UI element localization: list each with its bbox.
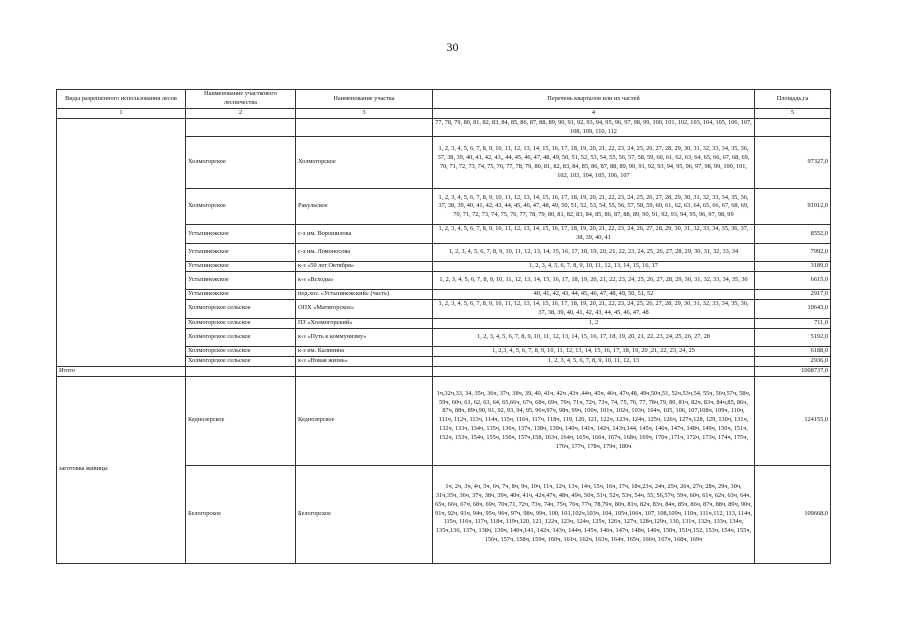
forestry-cell: Устьпинежское bbox=[186, 289, 296, 299]
column-number: 3 bbox=[296, 109, 433, 119]
page-number: 30 bbox=[446, 40, 459, 54]
total-empty-cell bbox=[186, 366, 296, 376]
quarters-cell: 1, 2 bbox=[433, 318, 755, 328]
forestry-cell: Устьпинежское bbox=[186, 271, 296, 289]
quarters-cell: 40, 41, 42, 43, 44, 45, 46, 47, 48, 49, 50, 51, 52 bbox=[433, 289, 755, 299]
plot-cell: ПЗ «Холмогорский» bbox=[296, 318, 433, 328]
area-cell: 5192,0 bbox=[755, 328, 831, 346]
area-cell: 91012,0 bbox=[755, 189, 831, 225]
plot-cell: Белогорское bbox=[296, 465, 433, 563]
header-area: Площадь,га bbox=[755, 90, 831, 109]
area-cell: 97327,0 bbox=[755, 137, 831, 189]
column-number: 4 bbox=[433, 109, 755, 119]
table-row bbox=[57, 376, 831, 465]
plot-cell: под.хоз. «Устьпинежский» (часть) bbox=[296, 289, 433, 299]
total-label: Итого bbox=[57, 366, 186, 376]
area-cell: 8552,0 bbox=[755, 225, 831, 244]
forestry-cell: Кеднозерское bbox=[186, 376, 296, 465]
header-row bbox=[57, 90, 831, 109]
forestry-cell: Устьпинежское bbox=[186, 243, 296, 261]
area-cell: 7992,0 bbox=[755, 243, 831, 261]
plot-cell bbox=[296, 118, 433, 137]
quarters-cell: 1, 2, 3, 4, 5, 6, 7, 8, 9, 10, 11, 12, 13 bbox=[433, 356, 755, 366]
plot-cell: ОПХ «Матигорское» bbox=[296, 299, 433, 318]
use-type-cell bbox=[57, 118, 186, 366]
column-number: 5 bbox=[755, 109, 831, 119]
plot-cell: Холмогорское bbox=[296, 137, 433, 189]
table-row bbox=[57, 118, 831, 137]
forestry-cell: Холмогорское сельское bbox=[186, 356, 296, 366]
plot-cell: к-з «Путь к коммунизму» bbox=[296, 328, 433, 346]
quarters-cell: 1, 2, 3, 4, 5, 6, 7, 8, 9, 10, 11, 12, 13, 14, 15, 16, 17, 18, 19, 20, 21, 22, 23, 24, 25, 26, 27, 28, 29, 30, 31, 32, 33, 34, 35, 36 bbox=[433, 271, 755, 289]
area-cell: 6615,0 bbox=[755, 271, 831, 289]
use-type-cell: заготовка живицы bbox=[57, 376, 186, 563]
forestry-cell: Белогорское bbox=[186, 465, 296, 563]
quarters-cell: 1, 2, 3, 4, 5, 6, 7, 8, 9, 10, 11, 12, 13, 14, 15, 16, 17, 18, 19, 20, 21, 22, 23, 24, 25, 26, 27, 28, 29, 30, 31, 32, 33, 34, 35, 36, 37, 38, 39, 40, 41, 42, 43, 44, 45, 46, 47, 48 bbox=[433, 299, 755, 318]
quarters-cell: 1, 2, 3, 4, 5, 6, 7, 8, 9, 10, 11, 12, 13, 14, 15, 16, 17, 18, 19, 20, 21, 22, 23, 24, 26, 27, 28, 29, 30, 31, 32, 33, 34, 35, 36, 37, 38, 39, 40, 41 bbox=[433, 225, 755, 244]
quarters-cell: 77, 78, 79, 80, 81, 82, 83, 84, 85, 86, 87, 88, 89, 90, 91, 92, 93, 94, 95, 96, 97, 98, 99, 100, 101, 102, 103, 104, 105, 106, 107, 108, 109, 110, 112 bbox=[433, 118, 755, 137]
plot-cell: к-з «50 лет Октября» bbox=[296, 261, 433, 271]
quarters-cell: 1ч,32ч,33, 34, 35ч, 36ч, 37ч, 38ч, 39, 40, 41ч, 42ч ,43ч ,44ч, 45ч, 46ч, 47ч,48, 49ч,50ч,51, 52ч,53ч,54, 55ч, 56ч,57ч, 58ч, 59ч, 60ч, 61, 62, 63, 64, 65,66ч, 67ч, 68ч, 69ч, 70ч, 71ч, 72ч, 73ч, 74, 75, 76, 77, 78ч,79, 80, 81ч, 82ч, 83ч, 84ч,85, 86ч, 87ч, 88ч, 89ч,90, 91, 92, 93, 94, 95, 96ч,97ч, 98ч, 99ч, 100ч, 101ч, 102ч, 103ч, 104ч, 105, 106, 107,108ч, 109ч, 110ч, 111ч, 112ч, 113ч, 114ч, 115ч, 116ч, 117ч, 118ч, 119, 120, 121, 122ч, 123ч, 124ч, 125ч, 126ч, 127ч,128, 129, 130ч, 131ч, 132ч, 133ч, 134ч, 135ч, 136ч, 137ч, 138ч, 139ч, 140ч, 141ч, 142ч, 143ч,144, 145ч, 146ч, 147ч, 148ч, 149ч, 150ч, 151ч, 152ч, 153ч, 154ч, 155ч, 156ч, 157ч,158, 163ч, 164ч, 165ч, 166ч, 167ч, 168ч, 169ч, 170ч ,171ч, 172ч, 173ч, 174ч, 175ч, 176ч, 177ч, 178ч, 179ч, 180ч bbox=[433, 376, 755, 465]
header-plot: Наименование участка bbox=[296, 90, 433, 109]
area-cell: 6188,0 bbox=[755, 346, 831, 356]
quarters-cell: 1, 2, 3, 4, 5, 6, 7, 8, 9, 10, 11, 12, 13, 14, 15, 16, 17, 18, 19, 20, 21, 22, 23, 24, 25, 26, 27, 28, 29, 30, 31, 32, 33, 34, 35, 36, 37, 38, 39, 40, 41, 42, 43,, 44, 45, 46, 47, 48, 49, 50, 51, 52, 53, 54, 55, 56, 57, 58, 59, 60, 61, 62, 63, 64, 65, 66, 67, 68, 69, 70, 71, 72, 73, 74, 75, 76, 77, 78, 79, 80, 81, 82, 83, 84, 85, 86, 87, 88, 89, 90, 91, 92, 93, 94, 95, 96, 97, 98, 99, 100, 101, 102, 103, 104, 105, 106, 107 bbox=[433, 137, 755, 189]
quarters-cell: 1, 2, 3, 4, 5, 6, 7, 8, 9, 10, 11, 12, 13, 14, 15, 16, 17 bbox=[433, 261, 755, 271]
plot-cell: к-з «Всходы» bbox=[296, 271, 433, 289]
quarters-table bbox=[56, 89, 831, 564]
column-number: 1 bbox=[57, 109, 186, 119]
quarters-cell: 1, 2, 3, 4, 5, 6, 7, 8, 9, 10, 11, 12, 13, 14, 15, 16, 17, 18, 19, 20, 21, 22, 23, 24, 25, 26, 27, 28 bbox=[433, 328, 755, 346]
forestry-cell: Холмогорское сельское bbox=[186, 328, 296, 346]
area-cell: 10643,0 bbox=[755, 299, 831, 318]
area-cell: 711,0 bbox=[755, 318, 831, 328]
area-cell bbox=[755, 118, 831, 137]
forestry-cell: Холмогорское сельское bbox=[186, 318, 296, 328]
forestry-cell: Холмогорское сельское bbox=[186, 299, 296, 318]
plot-cell: Кеднозерское bbox=[296, 376, 433, 465]
area-cell: 2936,0 bbox=[755, 356, 831, 366]
total-empty-cell bbox=[433, 366, 755, 376]
area-cell: 124155,0 bbox=[755, 376, 831, 465]
plot-cell: с-з им. Ломоносова bbox=[296, 243, 433, 261]
forestry-cell: Холмогорское bbox=[186, 137, 296, 189]
forestry-cell: Устьпинежское bbox=[186, 261, 296, 271]
area-cell: 2917,0 bbox=[755, 289, 831, 299]
area-cell: 109668,0 bbox=[755, 465, 831, 563]
header-forestry: Наименование участкового лесничества bbox=[186, 90, 296, 109]
forestry-cell: Холмогорское сельское bbox=[186, 346, 296, 356]
plot-cell: Ракульское bbox=[296, 189, 433, 225]
header-quarters: Перечень кварталов или их частей bbox=[433, 90, 755, 109]
quarters-cell: 1, 2,3, 4, 5, 6, 7, 8, 9, 10, 11, 12, 13, 14, 15, 16, 17, 18, 19, 20 ,21, 22, 23, 24, 25 bbox=[433, 346, 755, 356]
total-area: 1008737,0 bbox=[755, 366, 831, 376]
column-number-row bbox=[57, 109, 831, 119]
header-use-type: Виды разрешенного использования лесов bbox=[57, 90, 186, 109]
forestry-cell bbox=[186, 118, 296, 137]
total-empty-cell bbox=[296, 366, 433, 376]
plot-cell: к-з им. Калинина bbox=[296, 346, 433, 356]
area-cell: 3189,0 bbox=[755, 261, 831, 271]
plot-cell: с-з им. Ворошилова bbox=[296, 225, 433, 244]
quarters-cell: 1ч, 2ч, 3ч, 4ч, 5ч, 6ч, 7ч, 8ч, 9ч, 10ч, 11ч, 12ч, 13ч, 14ч, 15ч, 16ч, 17ч, 18ч,23ч, 24ч, 25ч, 26ч, 27ч, 28ч, 29ч, 30ч, 31ч,35ч, 36ч, 37ч, 38ч, 39ч, 40ч, 41ч, 42ч,47ч, 48ч, 49ч, 50ч, 51ч, 52ч, 53ч, 54ч, 55, 56,57ч, 59ч, 60ч, 61ч, 62ч, 63ч, 64ч, 65ч, 66ч, 67ч, 68ч, 69ч, 70ч,71, 72ч, 73ч, 74ч, 75ч, 76ч, 77ч, 78,79ч, 80ч, 81ч, 82ч, 83ч, 84ч, 85ч, 86ч, 87ч, 88ч, 89ч, 90ч, 91ч, 92ч, 93ч, 94ч, 95ч, 96ч, 97ч, 98ч, 99ч, 100, 101,102ч,103ч, 104, 105ч,106ч, 107, 108,109ч, 110ч, 111ч,112, 113, 114ч, 115ч, 116ч, 117ч, 118ч, 119ч,120, 121, 122ч, 123ч, 124ч, 125ч, 126ч, 127ч, 128ч,129ч, 130, 131ч, 132ч, 133ч, 134ч, 135ч,136, 137ч, 138ч, 139ч, 140ч,141, 142ч, 143ч, 144ч, 145ч, 146ч, 147ч, 148ч, 149ч, 150ч, 151ч,152, 153ч, 154ч, 155ч, 156ч, 157ч, 158ч, 159ч, 160ч, 161ч, 162ч, 163ч, 164ч, 165ч, 166ч, 167ч, 168ч, 169ч bbox=[433, 465, 755, 563]
forestry-cell: Холмогорское bbox=[186, 189, 296, 225]
column-number: 2 bbox=[186, 109, 296, 119]
forestry-cell: Устьпинежское bbox=[186, 225, 296, 244]
quarters-cell: 1, 2, 3, 4, 5, 6, 7, 8, 9, 10, 11, 12, 13, 14, 15, 16, 17, 18, 19, 20, 21, 22, 23, 24, 25, 26, 27, 28, 29, 30, 31, 32, 33, 34 bbox=[433, 243, 755, 261]
quarters-cell: 1, 2, 3, 4, 5, 6, 7, 8, 9, 10, 11, 12, 13, 14, 15, 16, 17, 18, 19, 20, 21, 22, 23, 24, 25, 26, 27, 28, 29, 30, 31, 32, 33, 34, 35, 36, 37, 38, 39, 40, 41, 42, 43, 44, 45, 46, 47, 48, 49, 50, 51, 52, 53, 54, 55, 56, 57, 58, 59, 60, 61, 62, 63, 64, 65, 66, 67, 68, 69, 70, 71, 72, 73, 74, 75, 76, 77, 78, 79, 80, 81, 82, 83, 84, 85, 86, 87, 88, 89, 90, 91, 92, 93, 94, 95, 96, 97, 98, 99 bbox=[433, 189, 755, 225]
plot-cell: к-з «Новая жизнь» bbox=[296, 356, 433, 366]
total-row bbox=[57, 366, 831, 376]
